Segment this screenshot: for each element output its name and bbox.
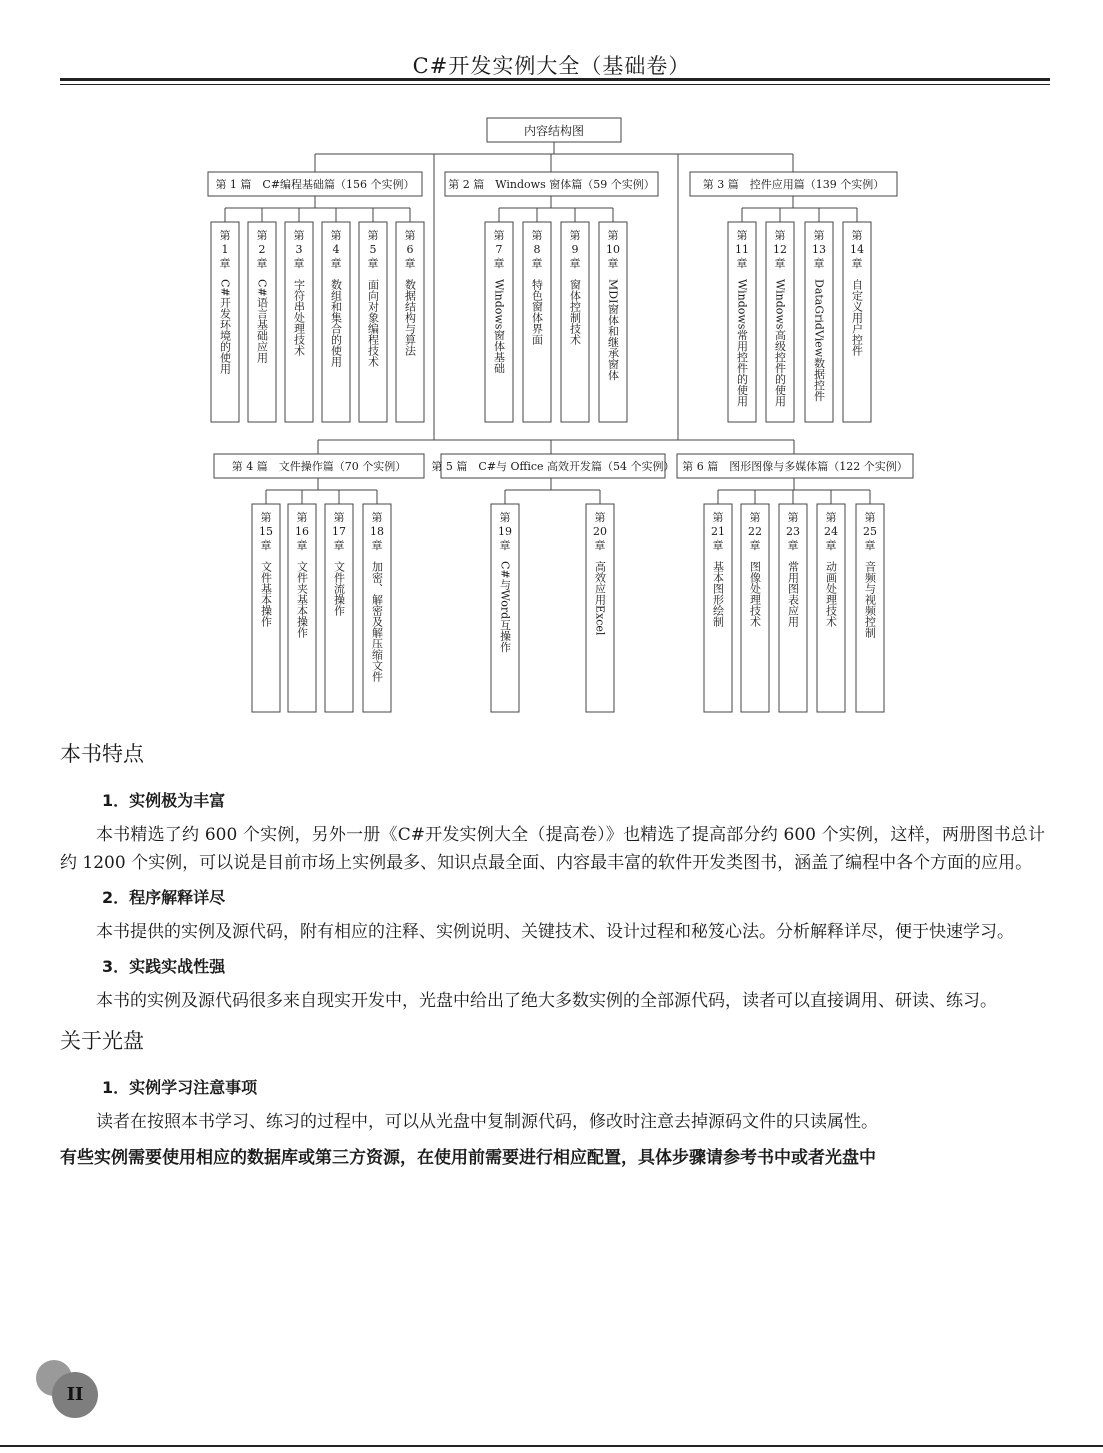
disc-paragraph-1: 读者在按照本书学习、练习的过程中，可以从光盘中复制源代码，修改时注意去掉源码文件的只读属性。	[96, 1112, 878, 1132]
chapter-prefix-8: 第	[531, 229, 543, 242]
chapter-prefix-19: 第	[499, 511, 511, 524]
chapter-prefix-5: 第	[367, 229, 379, 242]
chapter-prefix-12: 第	[774, 229, 786, 242]
chapter-prefix-10: 第	[607, 229, 619, 242]
chapter-number-15: 15	[259, 525, 273, 538]
chapter-number-4: 4	[332, 243, 340, 256]
chapter-suffix-6: 章	[404, 257, 416, 270]
chapter-title-23: 常用图表应用	[786, 561, 800, 627]
chapter-title-10: MDI窗体和继承窗体	[606, 279, 620, 381]
chapter-title-24: 动画处理技术	[824, 561, 838, 627]
chapter-title-6: 数据结构与算法	[403, 279, 417, 356]
page-number: II	[66, 1384, 84, 1405]
chapter-prefix-24: 第	[825, 511, 837, 524]
chapter-prefix-2: 第	[256, 229, 268, 242]
chapter-suffix-7: 章	[493, 257, 505, 270]
chapter-title-15: 文件基本操作	[259, 561, 273, 627]
chapter-suffix-21: 章	[712, 539, 724, 552]
chapter-suffix-18: 章	[371, 539, 383, 552]
chapter-title-20: 高效应用Excel	[593, 561, 607, 636]
chapter-number-10: 10	[606, 243, 620, 256]
chapter-prefix-6: 第	[404, 229, 416, 242]
chapter-title-2: C#语言基础应用	[255, 279, 269, 363]
chapter-prefix-14: 第	[851, 229, 863, 242]
chapter-prefix-7: 第	[493, 229, 505, 242]
part-label-3: 第 3 篇 控件应用篇（139 个实例）	[702, 178, 885, 191]
feature-heading-1: 1．实例极为丰富	[102, 791, 226, 810]
chapter-number-1: 1	[221, 243, 229, 256]
chapter-prefix-9: 第	[569, 229, 581, 242]
chapter-number-12: 12	[773, 243, 787, 256]
part-label-2: 第 2 篇 Windows 窗体篇（59 个实例）	[448, 178, 655, 191]
chapter-prefix-1: 第	[219, 229, 231, 242]
chapter-prefix-23: 第	[787, 511, 799, 524]
chapter-number-23: 23	[786, 525, 800, 538]
chapter-number-9: 9	[571, 243, 579, 256]
chapter-title-21: 基本图形绘制	[711, 561, 725, 627]
chapter-suffix-17: 章	[333, 539, 345, 552]
chapter-number-17: 17	[332, 525, 346, 538]
diagram-root-label: 内容结构图	[523, 124, 585, 138]
feature-paragraph-1: 本书精选了约 600 个实例，另外一册《C#开发实例大全（提高卷）》也精选了提高部分约 600 个实例，这样，两册图书总计约 1200 个实例，可以说是目前市场上实例最多、知识点最全面、内容最丰富的软件开发类图书，涵盖了编程中各个方面的应用。	[60, 825, 1045, 873]
part-label-1: 第 1 篇 C#编程基础篇（156 个实例）	[215, 178, 415, 191]
chapter-suffix-14: 章	[851, 257, 863, 270]
chapter-title-19: C#与Word互操作	[498, 561, 512, 653]
chapter-suffix-16: 章	[296, 539, 308, 552]
page-number-badge	[36, 1360, 102, 1420]
chapter-prefix-20: 第	[594, 511, 606, 524]
chapter-title-7: Windows窗体基础	[492, 279, 506, 374]
chapter-number-24: 24	[824, 525, 838, 538]
chapter-suffix-3: 章	[293, 257, 305, 270]
chapter-suffix-13: 章	[813, 257, 825, 270]
body-text	[60, 728, 1045, 1180]
chapter-prefix-15: 第	[260, 511, 272, 524]
chapter-prefix-16: 第	[296, 511, 308, 524]
bottom-rule	[0, 1445, 1103, 1447]
chapter-number-21: 21	[711, 525, 725, 538]
chapter-title-9: 窗体控制技术	[568, 279, 582, 345]
chapter-number-16: 16	[295, 525, 309, 538]
chapter-prefix-11: 第	[736, 229, 748, 242]
chapter-suffix-19: 章	[499, 539, 511, 552]
chapter-suffix-25: 章	[864, 539, 876, 552]
running-header: C#开发实例大全（基础卷）	[412, 54, 691, 78]
chapter-title-13: DataGridView数据控件	[812, 279, 826, 402]
chapter-title-3: 字符串处理技术	[292, 279, 306, 356]
content-structure-diagram	[0, 0, 1103, 725]
chapter-prefix-18: 第	[371, 511, 383, 524]
chapter-suffix-15: 章	[260, 539, 272, 552]
chapter-prefix-25: 第	[864, 511, 876, 524]
chapter-suffix-20: 章	[594, 539, 606, 552]
chapter-suffix-9: 章	[569, 257, 581, 270]
disc-paragraph-1-bold: 有些实例需要使用相应的数据库或第三方资源，在使用前需要进行相应配置，具体步骤请参考书中或者光盘中	[60, 1148, 876, 1168]
chapter-number-11: 11	[735, 243, 749, 256]
chapter-number-18: 18	[370, 525, 384, 538]
chapter-number-25: 25	[863, 525, 877, 538]
chapter-suffix-1: 章	[219, 257, 231, 270]
chapter-prefix-4: 第	[330, 229, 342, 242]
chapter-number-6: 6	[406, 243, 414, 256]
feature-heading-3: 3．实践实战性强	[102, 957, 226, 976]
chapter-suffix-22: 章	[749, 539, 761, 552]
chapter-number-2: 2	[258, 243, 266, 256]
section-title-disc: 关于光盘	[60, 1029, 144, 1053]
section-title-features: 本书特点	[60, 742, 144, 766]
chapter-suffix-11: 章	[736, 257, 748, 270]
part-label-5: 第 5 篇 C#与 Office 高效开发篇（54 个实例）	[431, 460, 675, 473]
chapter-prefix-3: 第	[293, 229, 305, 242]
chapter-prefix-22: 第	[749, 511, 761, 524]
chapter-suffix-4: 章	[330, 257, 342, 270]
feature-paragraph-3: 本书的实例及源代码很多来自现实开发中，光盘中给出了绝大多数实例的全部源代码，读者可以直接调用、研读、练习。	[96, 991, 997, 1011]
chapter-number-13: 13	[812, 243, 826, 256]
chapter-prefix-21: 第	[712, 511, 724, 524]
chapter-title-22: 图像处理技术	[748, 561, 762, 627]
disc-heading-1: 1．实例学习注意事项	[102, 1078, 258, 1097]
chapter-number-5: 5	[369, 243, 377, 256]
chapter-suffix-10: 章	[607, 257, 619, 270]
chapter-number-19: 19	[498, 525, 512, 538]
chapter-prefix-17: 第	[333, 511, 345, 524]
chapter-title-4: 数组和集合的使用	[329, 279, 343, 367]
chapter-number-7: 7	[495, 243, 503, 256]
chapter-title-17: 文件流操作	[332, 561, 346, 616]
chapter-title-1: C#开发环境的使用	[218, 279, 232, 374]
chapter-title-11: Windows常用控件的使用	[735, 279, 749, 407]
feature-paragraph-2: 本书提供的实例及源代码，附有相应的注释、实例说明、关键技术、设计过程和秘笈心法。分析解释详尽，便于快速学习。	[96, 922, 1014, 942]
chapter-suffix-8: 章	[531, 257, 543, 270]
chapter-title-12: Windows高级控件的使用	[773, 279, 787, 407]
chapter-number-22: 22	[748, 525, 762, 538]
chapter-number-14: 14	[850, 243, 864, 256]
chapter-title-14: 自定义用户控件	[850, 279, 864, 356]
feature-heading-2: 2．程序解释详尽	[102, 888, 226, 907]
chapter-suffix-12: 章	[774, 257, 786, 270]
chapter-title-16: 文件夹基本操作	[295, 561, 309, 638]
part-label-6: 第 6 篇 图形图像与多媒体篇（122 个实例）	[682, 460, 908, 473]
part-label-4: 第 4 篇 文件操作篇（70 个实例）	[231, 460, 407, 473]
chapter-suffix-23: 章	[787, 539, 799, 552]
chapter-title-25: 音频与视频控制	[863, 561, 877, 638]
chapter-title-18: 加密、解密及解压缩文件	[370, 561, 384, 682]
chapter-prefix-13: 第	[813, 229, 825, 242]
chapter-suffix-5: 章	[367, 257, 379, 270]
chapter-title-5: 面向对象编程技术	[366, 279, 380, 367]
chapter-number-8: 8	[533, 243, 541, 256]
chapter-number-20: 20	[593, 525, 607, 538]
chapter-number-3: 3	[295, 243, 303, 256]
chapter-title-8: 特色窗体界面	[530, 279, 544, 345]
chapter-suffix-24: 章	[825, 539, 837, 552]
chapter-suffix-2: 章	[256, 257, 268, 270]
